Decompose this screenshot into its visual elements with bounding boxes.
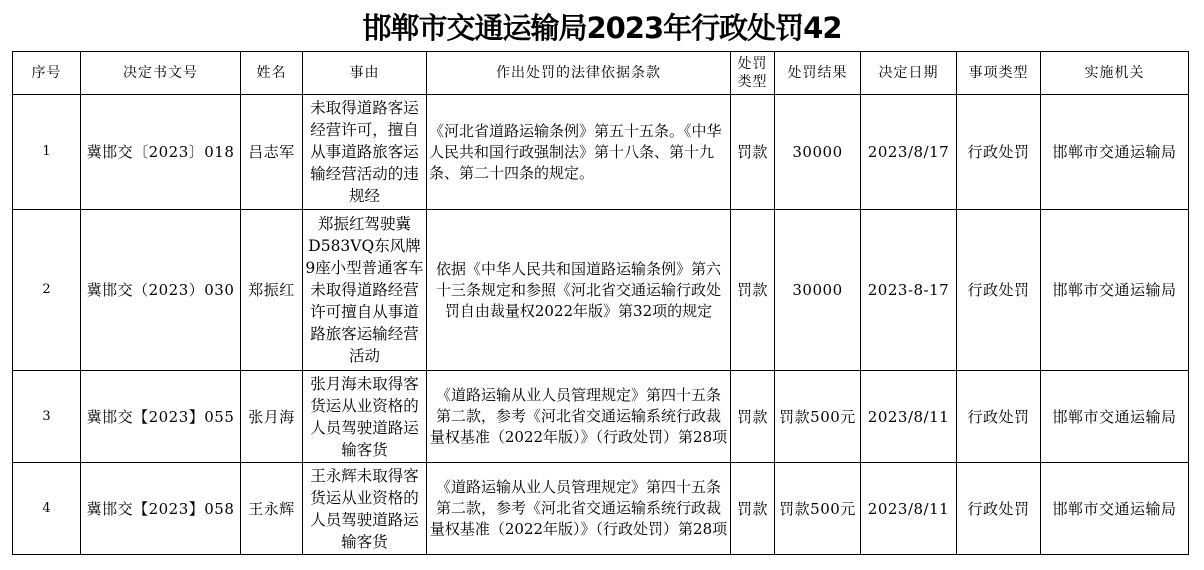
header-name: 姓名 <box>241 52 303 95</box>
cell-seq: 2 <box>13 210 81 371</box>
cell-name: 郑振红 <box>241 210 303 371</box>
cell-date: 2023-8-17 <box>861 210 957 371</box>
cell-law: 《道路运输从业人员管理规定》第四十五条第二款，参考《河北省交通运输系统行政裁量权基准（2022年版）》（行政处罚）第28项 <box>427 463 731 555</box>
cell-doc-no: 冀邯交（2023）030 <box>81 210 241 371</box>
cell-doc-no: 冀邯交〔2023〕018 <box>81 95 241 210</box>
header-date: 决定日期 <box>861 52 957 95</box>
cell-date: 2023/8/11 <box>861 371 957 463</box>
table-row <box>13 95 1189 210</box>
page-title: 邯郸市交通运输局2023年行政处罚42 <box>362 11 842 45</box>
cell-reason: 未取得道路客运经营许可，擅自从事道路旅客运输经营活动的违规经 <box>303 95 427 210</box>
cell-reason: 郑振红驾驶冀D583VQ东风牌9座小型普通客车未取得道路经营许可擅自从事道路旅客运输经营活动 <box>303 210 427 371</box>
cell-name: 张月海 <box>241 371 303 463</box>
header-type: 处罚类型 <box>731 52 775 95</box>
cell-result: 30000 <box>775 210 861 371</box>
header-doc-no: 决定书文号 <box>81 52 241 95</box>
cell-category: 行政处罚 <box>957 210 1041 371</box>
cell-seq: 1 <box>13 95 81 210</box>
cell-agency: 邯郸市交通运输局 <box>1041 210 1189 371</box>
cell-category: 行政处罚 <box>957 95 1041 210</box>
cell-type: 罚款 <box>731 371 775 463</box>
cell-name: 王永辉 <box>241 463 303 555</box>
cell-law: 依据《中华人民共和国道路运输条例》第六十三条规定和参照《河北省交通运输行政处罚自由裁量权2022年版》第32项的规定 <box>427 210 731 371</box>
cell-seq: 4 <box>13 463 81 555</box>
cell-type: 罚款 <box>731 95 775 210</box>
table-row <box>13 463 1189 555</box>
header-law: 作出处罚的法律依据条款 <box>427 52 731 95</box>
cell-agency: 邯郸市交通运输局 <box>1041 95 1189 210</box>
cell-result: 罚款500元 <box>775 371 861 463</box>
header-result: 处罚结果 <box>775 52 861 95</box>
header-category: 事项类型 <box>957 52 1041 95</box>
penalty-table <box>12 51 1189 555</box>
cell-doc-no: 冀邯交【2023】055 <box>81 371 241 463</box>
cell-category: 行政处罚 <box>957 463 1041 555</box>
cell-seq: 3 <box>13 371 81 463</box>
cell-result: 罚款500元 <box>775 463 861 555</box>
cell-result: 30000 <box>775 95 861 210</box>
cell-reason: 王永辉未取得客货运从业资格的人员驾驶道路运输客货 <box>303 463 427 555</box>
table-header-row <box>13 52 1189 95</box>
cell-agency: 邯郸市交通运输局 <box>1041 463 1189 555</box>
header-seq: 序号 <box>13 52 81 95</box>
cell-type: 罚款 <box>731 463 775 555</box>
table-row <box>13 371 1189 463</box>
header-reason: 事由 <box>303 52 427 95</box>
cell-doc-no: 冀邯交【2023】058 <box>81 463 241 555</box>
cell-category: 行政处罚 <box>957 371 1041 463</box>
cell-reason: 张月海未取得客货运从业资格的人员驾驶道路运输客货 <box>303 371 427 463</box>
cell-agency: 邯郸市交通运输局 <box>1041 371 1189 463</box>
cell-name: 吕志军 <box>241 95 303 210</box>
cell-date: 2023/8/17 <box>861 95 957 210</box>
cell-date: 2023/8/11 <box>861 463 957 555</box>
table-row <box>13 210 1189 371</box>
header-agency: 实施机关 <box>1041 52 1189 95</box>
cell-law: 《道路运输从业人员管理规定》第四十五条第二款，参考《河北省交通运输系统行政裁量权基准（2022年版）》（行政处罚）第28项 <box>427 371 731 463</box>
cell-type: 罚款 <box>731 210 775 371</box>
cell-law: 《河北省道路运输条例》第五十五条。《中华人民共和国行政强制法》第十八条、第十九条、第二十四条的规定。 <box>427 95 731 210</box>
